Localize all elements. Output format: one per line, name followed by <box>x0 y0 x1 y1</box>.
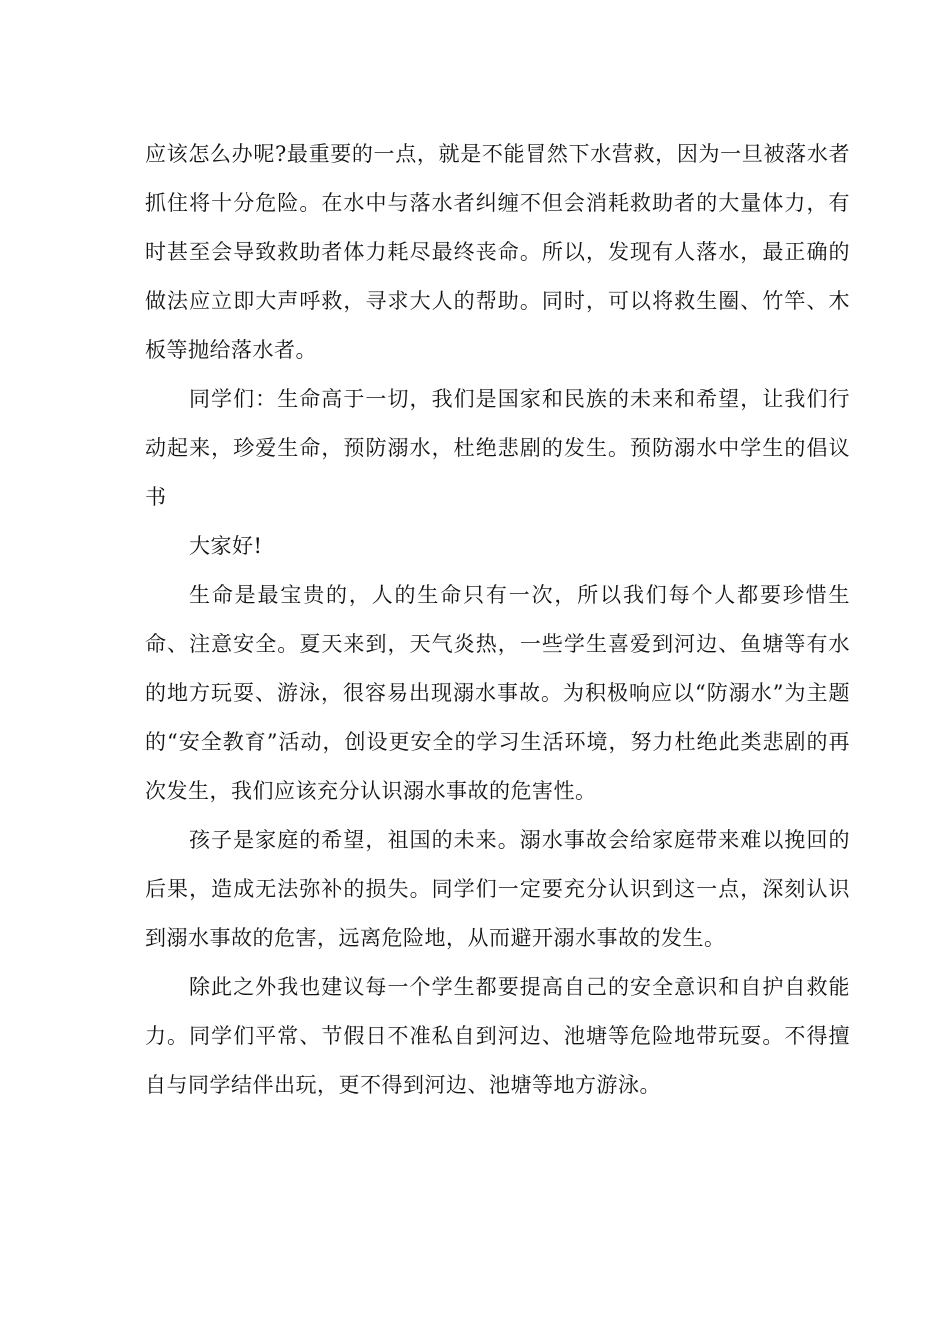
paragraph-2: 同学们：生命高于一切，我们是国家和民族的未来和希望，让我们行动起来，珍爱生命，预防溺水，杜绝悲剧的发生。预防溺水中学生的倡议书 <box>145 387 850 509</box>
paragraph-4: 生命是最宝贵的，人的生命只有一次，所以我们每个人都要珍惜生命、注意安全。夏天来到，天气炎热，一些学生喜爱到河边、鱼塘等有水的地方玩耍、游泳，很容易出现溺水事故。为积极响应以“防溺水”为主题的“安全教育”活动，创设更安全的学习生活环境，努力杜绝此类悲剧的再次发生，我们应该充分认识溺水事故的危害性。 <box>145 583 850 803</box>
paragraph-6: 除此之外我也建议每一个学生都要提高自己的安全意识和自护自救能力。同学们平常、节假日不准私自到河边、池塘等危险地带玩耍。不得擅自与同学结伴出玩，更不得到河边、池塘等地方游泳。 <box>145 975 850 1097</box>
paragraph-5: 孩子是家庭的希望，祖国的未来。溺水事故会给家庭带来难以挽回的后果，造成无法弥补的损失。同学们一定要充分认识到这一点，深刻认识到溺水事故的危害，远离危险地，从而避开溺水事故的发生。 <box>145 828 850 950</box>
paragraph-greeting: 大家好! <box>189 534 263 558</box>
paragraph-1: 应该怎么办呢?最重要的一点，就是不能冒然下水营救，因为一旦被落水者抓住将十分危险。在水中与落水者纠缠不但会消耗救助者的大量体力，有时甚至会导致救助者体力耗尽最终丧命。所以，发现有人落水，最正确的做法应立即大声呼救，寻求大人的帮助。同时，可以将救生圈、竹竿、木板等抛给落水者。 <box>145 142 850 362</box>
document-body <box>145 130 850 1110</box>
